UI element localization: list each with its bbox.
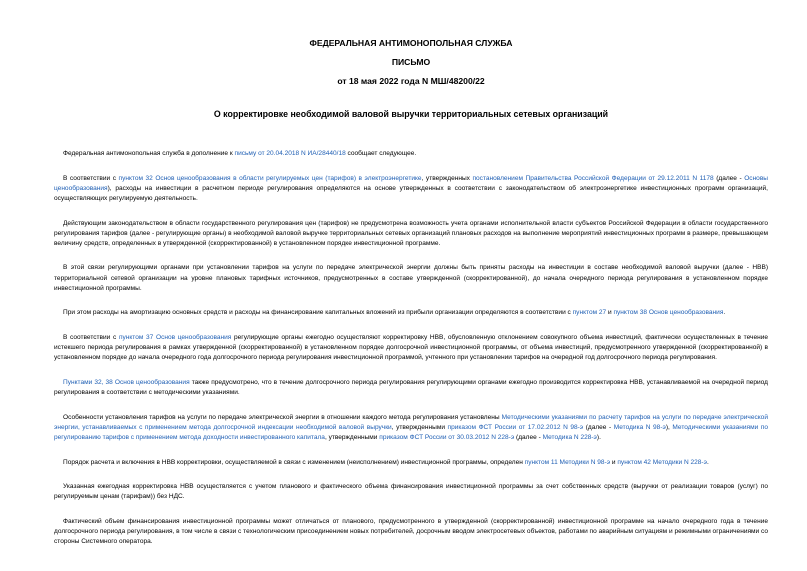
paragraph-text: Порядок расчета и включения в НВВ корректировки, осуществляемой в связи с изменением (неисполнением) инвестиционной программы, определен [63,458,525,466]
paragraph [54,263,768,293]
document-link[interactable]: Методика N 98-э [613,423,666,431]
paragraph [54,458,768,468]
paragraph-text: Федеральная антимонопольная служба в дополнение к [63,150,235,157]
paragraph-text: сообщает следующее. [345,150,417,157]
paragraph-text: (далее - [713,174,745,182]
document-date-number: от 18 мая 2022 года N МШ/48200/22 [337,76,485,86]
paragraph [54,378,768,398]
paragraph [54,174,768,204]
document-link[interactable]: пунктом 27 [572,309,607,317]
paragraph-text: регулирующие органы ежегодно осуществляют корректировку НВВ, обусловленную отклонением совокупного объема инвестиций, фактически осуществленных в течение истекшего периода регулирования в рамках утвержденной (скорректированной) в установленном порядке долгосрочной инвестиционной программы, от объема инвестиций, предусмотренного утвержденной (скорректированной) в установленном порядке до начала очередного года долгосрочного периода регулирования инвестиционной программой, учтенного при установлении тарифов на очередной год долгосрочного периода регулирования. [54,334,768,362]
paragraph-text: ), [665,423,673,431]
document-link[interactable]: письму от 20.04.2018 N ИА/28440/18 [234,150,346,157]
paragraph-text: ). [596,433,601,441]
agency-name: ФЕДЕРАЛЬНАЯ АНТИМОНОПОЛЬНАЯ СЛУЖБА [309,38,513,48]
document-link[interactable]: постановлением Правительства Российской Федерации от 29.12.2011 N 1178 [472,174,714,182]
document-link[interactable]: приказом ФСТ России от 30.03.2012 N 228-э [379,433,515,441]
document-subject: О корректировке необходимой валовой выручки территориальных сетевых организаций [213,109,609,119]
document-link[interactable]: Методическими указаниями по регулированию тарифов с применением метода доходности инвестированного капитала [54,423,768,441]
document-link[interactable]: пунктом 38 Основ ценообразования [613,309,724,317]
document-link[interactable]: приказом ФСТ России от 17.02.2012 N 98-э [447,423,584,431]
paragraph-text: (далее - [583,423,614,431]
document-link[interactable]: пунктом 11 Методики N 98-э [524,458,611,466]
paragraph-text: , утвержденными [324,433,380,441]
document-link[interactable]: пунктом 37 Основ ценообразования [118,334,232,341]
paragraph-text: В соответствии с [63,334,119,341]
paragraph-text: . [723,309,726,317]
paragraph [54,219,768,249]
paragraph [54,149,768,159]
paragraph-text: Указанная ежегодная корректировка НВВ осуществляется с учетом планового и фактического объема финансирования инвестиционной программы за счет собственных средств (выручки от реализации товаров (услуг) по регулируемым ценам (тарифам)) без НДС. [54,483,768,501]
paragraph-text: В этой связи регулирующими органами при установлении тарифов на услуги по передаче электрической энергии должны быть приняты расходы на инвестиции в составе необходимой валовой выручки (далее - НВВ) территориальной сетевой организации на уровне плановых тарифных источников, предусмотренных в составе утвержденной (скорректированной), до начала очередного периода регулирования в установленном порядке инвестиционной программы. [54,264,768,292]
paragraph-text: и [606,309,614,317]
paragraph [54,482,768,502]
paragraph [54,333,768,363]
paragraph-text: При этом расходы на амортизацию основных средств и расходы на финансирование капитальных вложений из прибыли организации определяются в соответствии с [63,309,573,317]
paragraph-text: Особенности установления тарифов на услуги по передаче электрической энергии в отношении каждого метода регулирования установлены [63,413,502,421]
document-body [54,149,768,547]
document-link[interactable]: пунктом 42 Методики N 228-э [617,458,707,466]
document-link[interactable]: Методическими указаниями по расчету тарифов на услуги по передаче электрической энергии, устанавливаемых с применением метода долгосрочной индексации необходимой валовой выручки [54,413,768,431]
paragraph-text: Действующим законодательством в области государственного регулирования цен (тарифов) не предусмотрена возможность учета органами исполнительной власти субъектов Российской Федерации в области государственного регулирования тарифов (далее - регулирующие органы) в необходимой валовой выручке территориальных сетевых организаций плановых расходов на выполнение мероприятий инвестиционных программ в размере, превышающем величину средств, определенных в утвержденной (скорректированной) в установленном порядке инвестиционной программе. [54,219,768,247]
paragraph [54,413,768,443]
paragraph-text: . [706,458,709,466]
paragraph-text: В соответствии с [63,174,119,182]
paragraph-text: , утвержденными [391,423,448,431]
paragraph-text: , утвержденных [421,174,473,182]
document-link[interactable]: Пунктами 32, 38 Основ ценообразования [63,378,190,386]
document-type: ПИСЬМО [391,57,431,67]
paragraph-text: Фактический объем финансирования инвестиционной программы может отличаться от планового, предусмотренного в утвержденной (скорректированной) инвестиционной программе на начало очередного года в течение долгосрочного периода регулирования, в том числе в связи с технологическим присоединением новых потребителей, досрочным вводом электросетевых объектов, работами по аварийным ситуациям и режимными ограничениями со стороны Системного оператора. [54,518,768,546]
document-link[interactable]: Методика N 228-э [542,433,597,441]
paragraph [54,517,768,547]
paragraph-text: и [610,458,618,466]
paragraph-text: также предусмотрено, что в течение долгосрочного периода регулирования регулирующими органами ежегодно производится корректировка НВВ, устанавливаемой на очередной период регулирования в соответствии с методическими указаниями. [54,378,768,396]
document-link[interactable]: Основы ценообразования [54,174,769,192]
paragraph-text: ), расходы на инвестиции в расчетном периоде регулирования определяются на основе утвержденных в соответствии с законодательством об электроэнергетике инвестиционных программ организаций, осуществляющих регулируемую деятельность. [54,184,768,202]
paragraph-text: (далее - [514,433,543,441]
paragraph [54,308,768,318]
document-link[interactable]: пунктом 32 Основ ценообразования в области регулируемых цен (тарифов) в электроэнергетике [118,174,422,182]
